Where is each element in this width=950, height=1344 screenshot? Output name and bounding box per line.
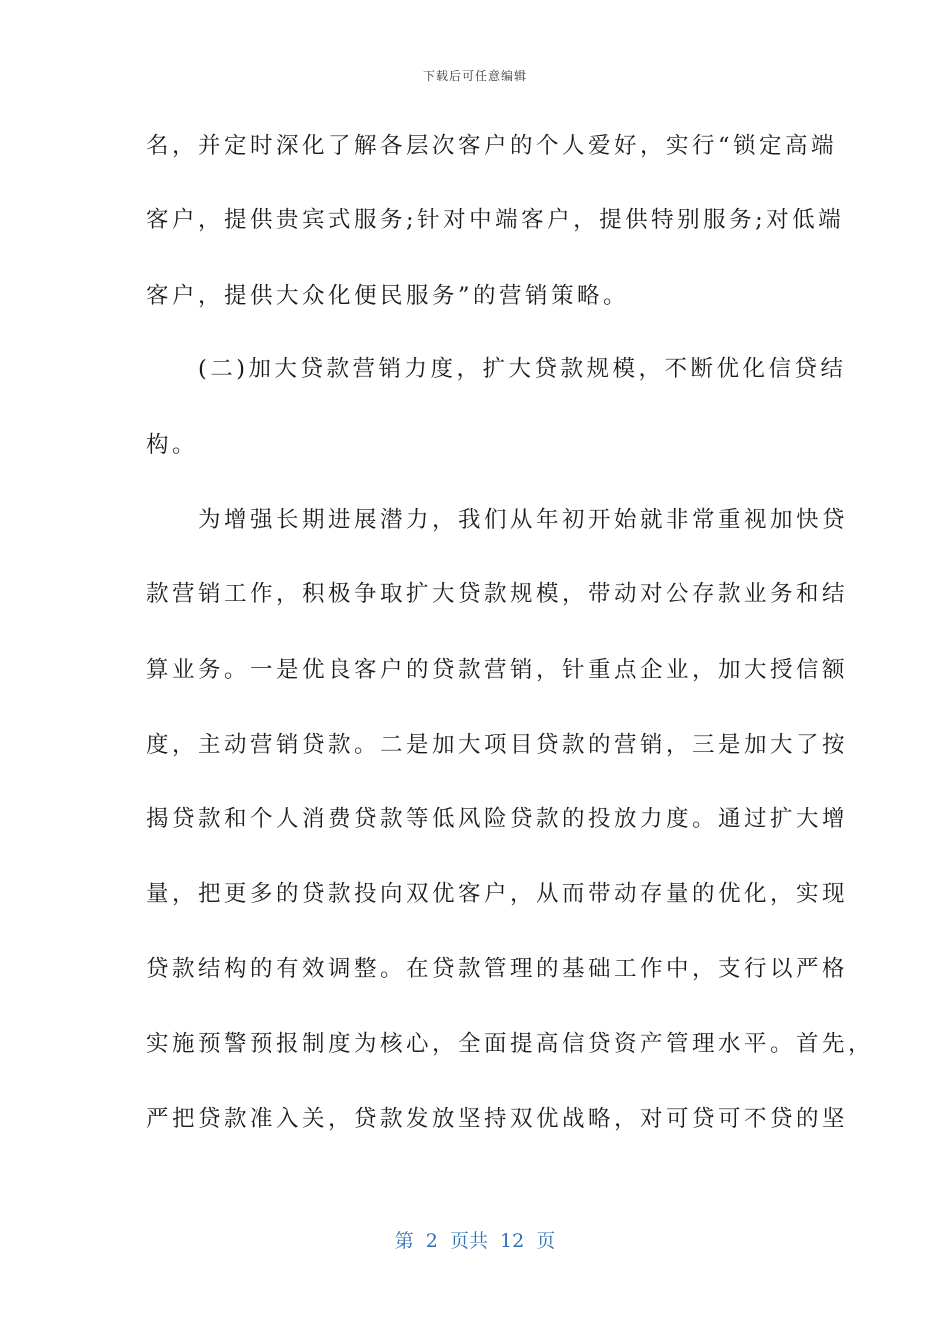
text-line: 款营销工作，积极争取扩大贷款规模，带动对公存款业务和结	[146, 581, 849, 607]
section-heading: (二)加大贷款营销力度，扩大贷款规模，不断优化信贷结	[146, 356, 847, 382]
text-line: 构。	[146, 432, 199, 458]
text-line: 度，主动营销贷款。二是加大项目贷款的营销，三是加大了按	[146, 732, 849, 758]
header-note: 下载后可任意编辑	[422, 69, 527, 83]
text-line: 严把贷款准入关，贷款发放坚持双优战略，对可贷可不贷的坚	[146, 1106, 849, 1132]
text-line: 名，并定时深化了解各层次客户的个人爱好，实行“锁定高端	[146, 133, 838, 159]
text-line: 算业务。一是优良客户的贷款营销，针重点企业，加大授信额	[146, 657, 849, 683]
text-line: 实施预警预报制度为核心，全面提高信贷资产管理水平。首先，	[146, 1031, 875, 1057]
text-line: 客户，提供贵宾式服务;针对中端客户，提供特别服务;对低端	[146, 207, 845, 233]
text-line: 贷款结构的有效调整。在贷款管理的基础工作中，支行以严格	[146, 956, 849, 982]
text-line: 客户，提供大众化便民服务”的营销策略。	[146, 283, 630, 309]
text-line: 为增强长期进展潜力，我们从年初开始就非常重视加快贷	[146, 507, 849, 533]
page-number-footer: 第 2 页共 12 页	[394, 1230, 556, 1252]
text-line: 揭贷款和个人消费贷款等低风险贷款的投放力度。通过扩大增	[146, 806, 849, 832]
text-line: 量，把更多的贷款投向双优客户，从而带动存量的优化，实现	[146, 881, 849, 907]
